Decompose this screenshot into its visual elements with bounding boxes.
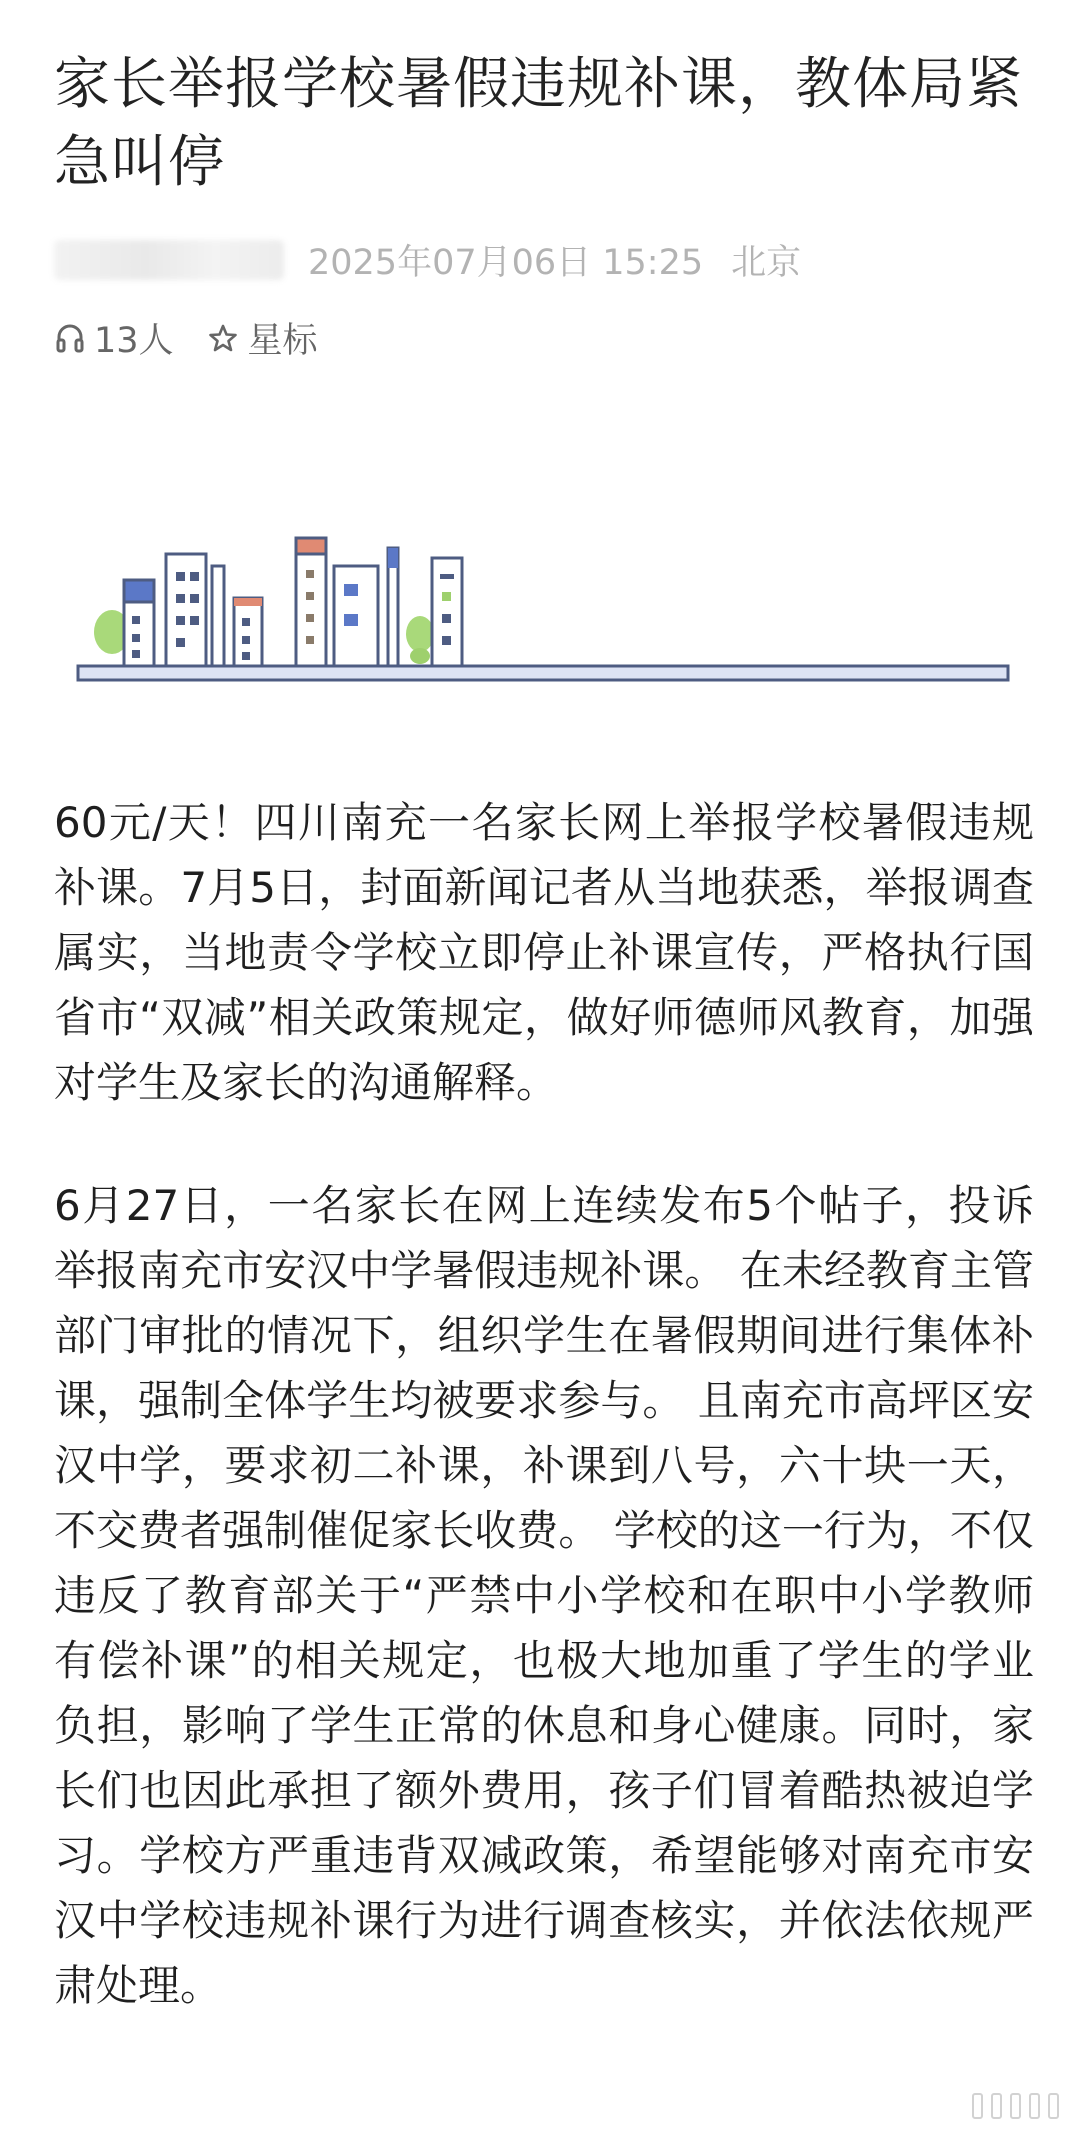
- body-paragraph: 60元/天！四川南充一名家长网上举报学校暑假违规补课。7月5日，封面新闻记者从当地获悉，举报调查属实，当地责令学校立即停止补课宣传，严格执行国省市“双减”相关政策规定，做好师德师风教育，加强对学生及家长的沟通解释。: [54, 798, 1034, 1107]
- star-label: 星标: [247, 321, 318, 361]
- article-stats: [56, 308, 352, 368]
- body-paragraph: 6月27日，一名家长在网上连续发布5个帖子，投诉举报南充市安汉中学暑假违规补课。 在未经教育主管部门审批的情况下，组织学生在暑假期间进行集体补课，强制全体学生均被要求参与。 且南充市高坪区安汉中学，要求初二补课，补课到八号，六十块一天，不交费者强制催促家长收费。 学校的这一行为，不仅违反了教育部关于“严禁中小学校和在职中小学教师有偿补课”的相关规定，也极大地加重了学生的学业负担，影响了学生正常的休息和身心健康。同时，家长们也因此承担了额外费用，孩子们冒着酷热被迫学习。学校方严重违背双减政策，希望能够对南充市安汉中学校违规补课行为进行调查核实，并依法依规严肃处理。: [54, 1181, 1034, 2010]
- star-icon: [208, 323, 238, 353]
- article-body: [54, 790, 1034, 2076]
- buildings-illustration: [70, 530, 1020, 700]
- headphones-icon: [56, 323, 84, 353]
- article-title: 家长举报学校暑假违规补课，教体局紧急叫停: [54, 52, 1023, 195]
- article-meta: [54, 232, 1034, 288]
- star-button[interactable]: [208, 313, 318, 363]
- publish-datetime: 2025年07月06日 15:25: [308, 243, 704, 283]
- publish-location: 北京: [731, 243, 802, 283]
- watermark-bars: [972, 2093, 1059, 2119]
- listen-count-label: 13人: [94, 321, 174, 361]
- author-name-blurred: [54, 240, 284, 280]
- listen-count[interactable]: [56, 313, 174, 363]
